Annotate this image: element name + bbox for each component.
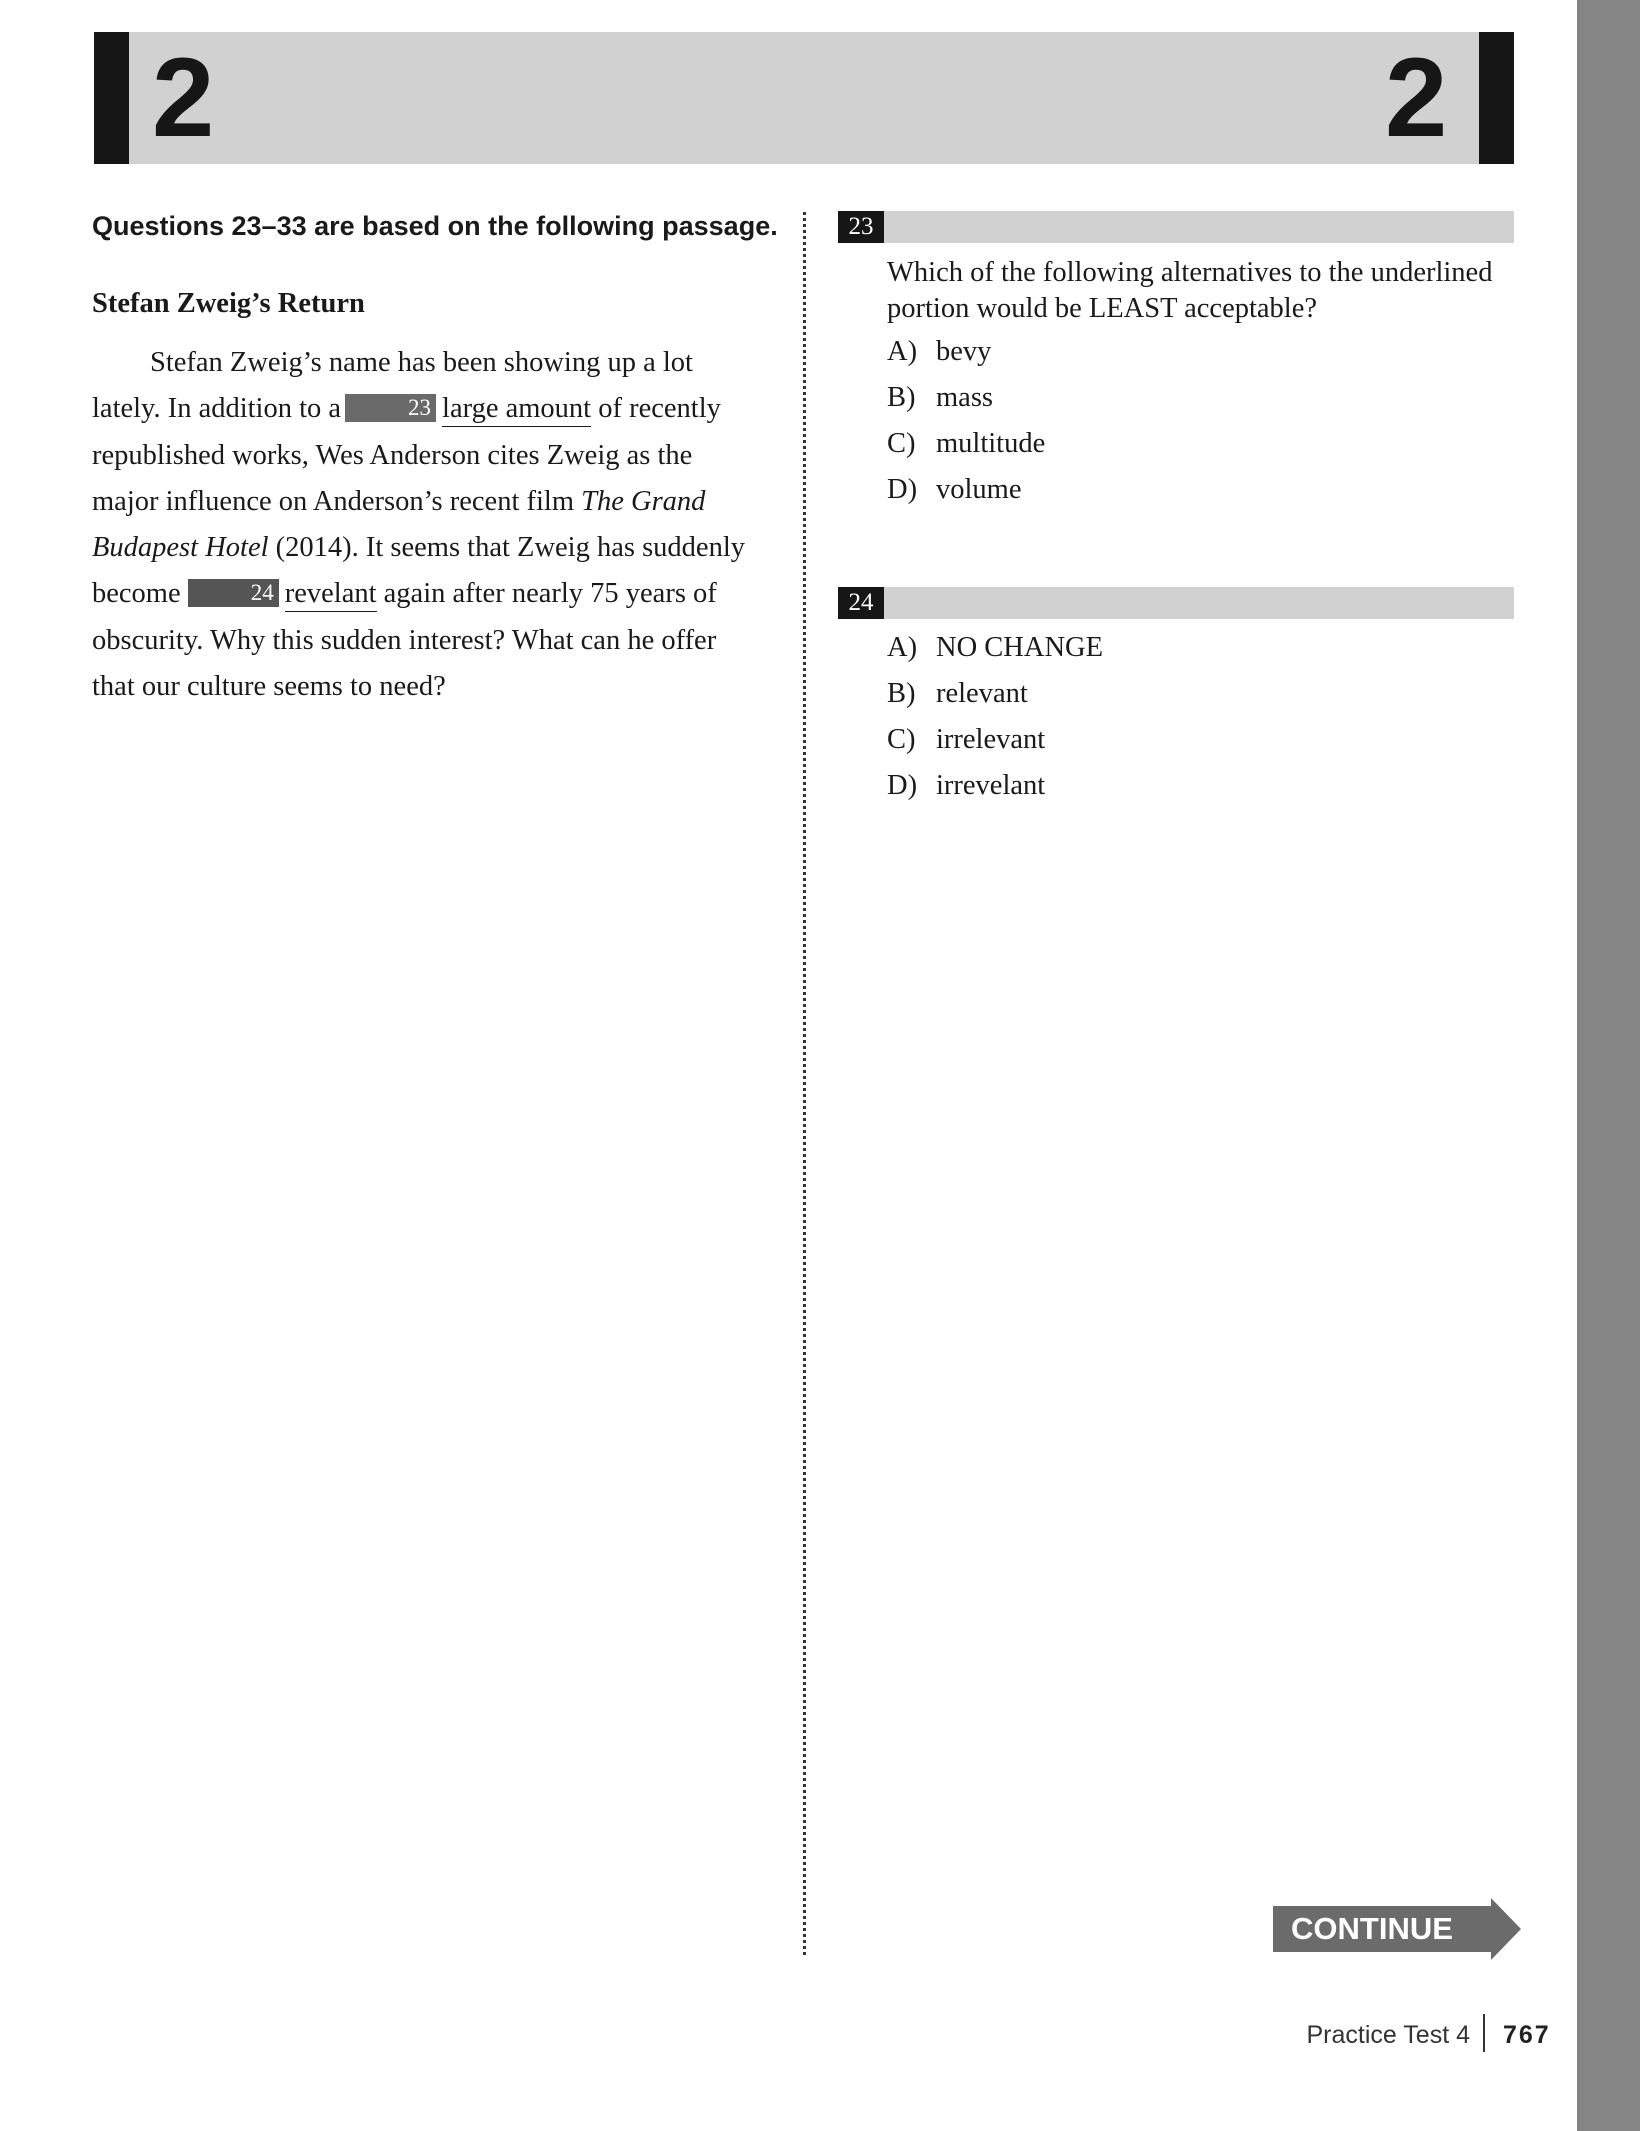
section-header — [94, 32, 1514, 164]
choice-letter: A) — [887, 632, 918, 663]
choice-text: bevy — [936, 336, 992, 367]
passage-text: this sudden interest? What can he offer that our culture — [92, 624, 717, 703]
header-bar-left — [94, 32, 129, 164]
side-tab — [1577, 0, 1640, 2131]
choice-letter: B) — [887, 382, 916, 413]
film-title: The Grand Budapest Hotel — [92, 485, 706, 564]
choice-23-b[interactable] — [887, 380, 993, 416]
choice-text: mass — [936, 382, 993, 413]
choice-23-d[interactable] — [887, 472, 1022, 508]
choice-letter: C) — [887, 428, 916, 459]
choice-24-c[interactable] — [887, 722, 1045, 758]
passage-text: on Anderson’s recent film — [278, 485, 582, 517]
passage-text: works, Wes Anderson cites Zweig as the major influence — [92, 439, 693, 517]
choice-text: irrelevant — [936, 724, 1046, 755]
passage-body — [92, 340, 760, 710]
choice-text: volume — [936, 474, 1022, 505]
passage-text: In addition to a — [167, 393, 342, 425]
page-number: 767 — [1503, 2021, 1551, 2049]
underlined-portion-24[interactable]: revelant — [285, 578, 377, 612]
choice-24-d[interactable] — [887, 768, 1045, 804]
choice-letter: C) — [887, 724, 916, 755]
passage-intro: Questions 23–33 are based on the following passage. — [92, 211, 778, 241]
choice-letter: B) — [887, 678, 916, 709]
question-marker-23[interactable]: 23 — [345, 394, 436, 422]
header-bar-right — [1479, 32, 1514, 164]
question-header-23 — [838, 211, 1514, 243]
choice-text: NO CHANGE — [936, 632, 1104, 663]
choice-24-b[interactable] — [887, 676, 1028, 712]
passage-text: Stefan Zweig’s name has been showing up a lot lately. — [92, 347, 693, 425]
choice-text: relevant — [936, 678, 1028, 709]
column-divider — [803, 212, 806, 1955]
choice-text: irrevelant — [936, 770, 1046, 801]
question-number-23: 23 — [838, 211, 884, 243]
passage-text: seems to need? — [273, 671, 446, 703]
choice-text: multitude — [936, 428, 1046, 459]
choice-23-c[interactable] — [887, 426, 1045, 462]
choice-letter: D) — [887, 770, 918, 801]
footer-divider — [1483, 2014, 1485, 2052]
passage-text: again after nearly 75 years of obscurity. Why — [92, 578, 717, 656]
continue-label: CONTINUE — [1291, 1911, 1453, 1946]
choice-23-a[interactable] — [887, 334, 991, 370]
section-number-left: 2 — [152, 35, 215, 160]
passage-text: (2014). It seems that Zweig has suddenly become — [92, 532, 745, 610]
question-marker-24[interactable]: 24 — [188, 579, 279, 607]
choice-24-a[interactable] — [887, 630, 1103, 666]
question-header-24 — [838, 587, 1514, 619]
footer-test-label: Practice Test 4 — [1306, 2021, 1470, 2049]
choice-letter: A) — [887, 336, 918, 367]
section-number-right: 2 — [1385, 35, 1448, 160]
passage-title: Stefan Zweig’s Return — [92, 288, 365, 319]
underlined-portion-23[interactable]: large amount — [442, 393, 591, 427]
question-prompt-23: Which of the following alternatives to the underlined portion would be LEAST acceptable? — [887, 257, 1493, 324]
question-number-24: 24 — [838, 587, 884, 619]
choice-letter: D) — [887, 474, 918, 505]
passage-text: of recently republished — [92, 393, 721, 471]
passage-paragraph — [92, 340, 760, 710]
